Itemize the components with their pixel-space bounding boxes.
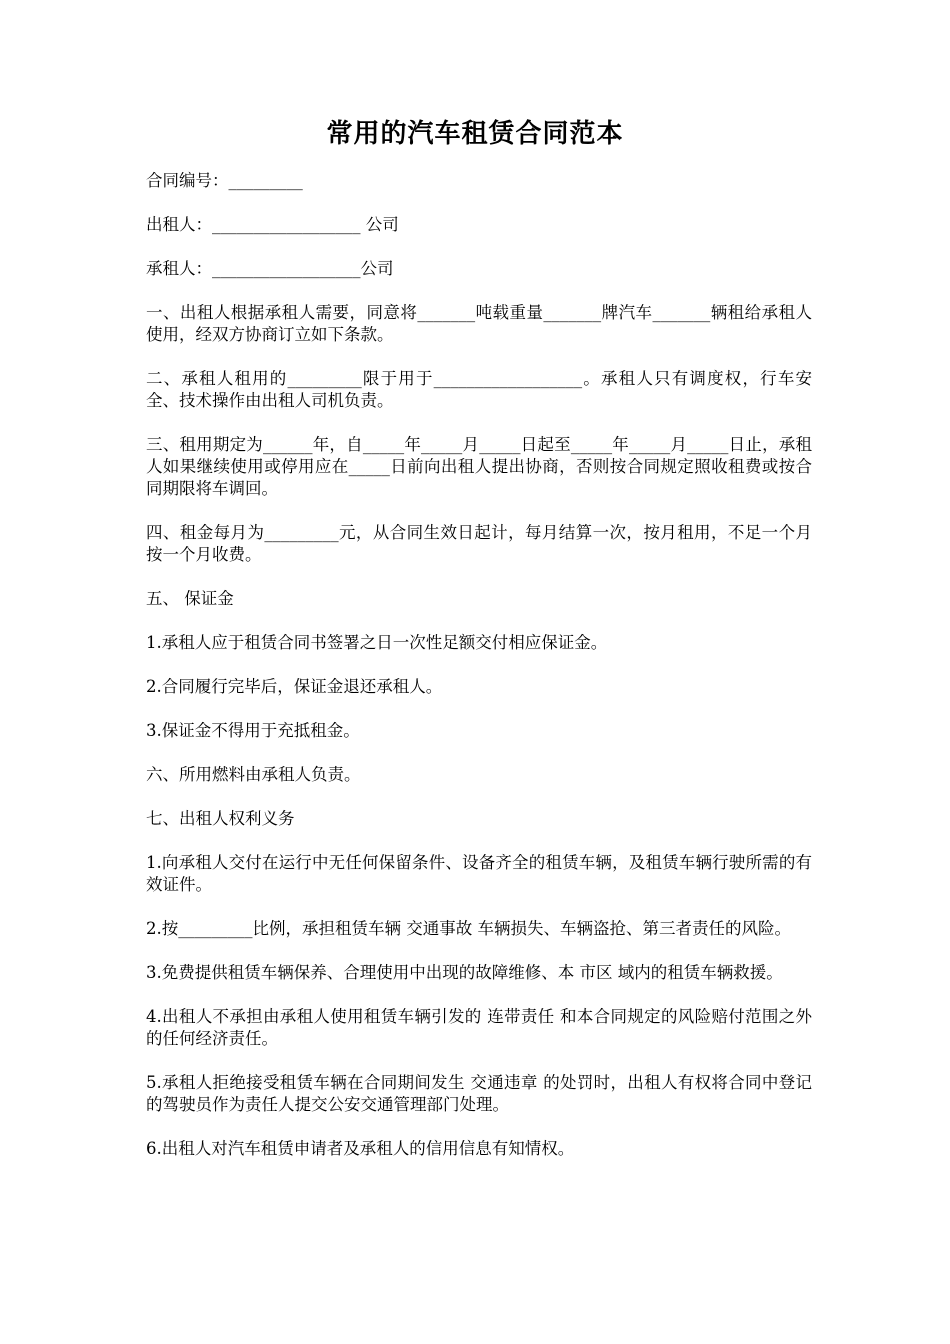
clause-5-item-3: 3.保证金不得用于充抵租金。 (146, 721, 360, 740)
clause-3: 三、租用期定为______年，自_____年_____月_____日起至_____年_____月_____日止，承租人如果继续使用或停用应在_____日前向出租人提出协商，否则按合同规定照收租费或按合同期限将车调回。 (146, 435, 813, 498)
clause-5-heading: 五、 保证金 (146, 589, 234, 608)
clause-7-item-5: 5.承租人拒绝接受租赁车辆在合同期间发生 交通违章 的处罚时，出租人有权将合同中登记的驾驶员作为责任人提交公安交通管理部门处理。 (146, 1073, 812, 1114)
document-title: 常用的汽车租赁合同范本 (326, 119, 624, 149)
clause-7-item-2: 2.按_________比例，承担租赁车辆 交通事故 车辆损失、车辆盗抢、第三者责任的风险。 (146, 919, 791, 938)
clause-4: 四、租金每月为_________元，从合同生效日起计，每月结算一次，按月租用，不足一个月按一个月收费。 (146, 523, 812, 564)
clause-7-item-4: 4.出租人不承担由承租人使用租赁车辆引发的 连带责任 和本合同规定的风险赔付范围之外的任何经济责任。 (146, 1007, 812, 1048)
lessee-line: 承租人：__________________公司 (146, 259, 394, 278)
clause-2: 二、承租人租用的_________限于用于__________________。承租人只有调度权，行车安全、技术操作由出租人司机负责。 (146, 369, 812, 410)
contract-number: 合同编号：_________ (146, 171, 303, 190)
clause-7-item-1: 1.向承租人交付在运行中无任何保留条件、设备齐全的租赁车辆，及租赁车辆行驶所需的有效证件。 (146, 853, 812, 894)
document-body (146, 170, 812, 1182)
clause-6: 六、所用燃料由承租人负责。 (146, 765, 361, 784)
clause-1: 一、出租人根据承租人需要，同意将_______吨载重量_______牌汽车_______辆租给承租人使用，经双方协商订立如下条款。 (146, 303, 812, 344)
clause-7-item-6: 6.出租人对汽车租赁申请者及承租人的信用信息有知情权。 (146, 1139, 575, 1158)
clause-5-item-2: 2.合同履行完毕后，保证金退还承租人。 (146, 677, 443, 696)
lessor-line: 出租人：__________________ 公司 (146, 215, 399, 234)
clause-7-item-3: 3.免费提供租赁车辆保养、合理使用中出现的故障维修、本 市区 域内的租赁车辆救援。 (146, 963, 783, 982)
clause-5-item-1: 1.承租人应于租赁合同书签署之日一次性足额交付相应保证金。 (146, 633, 608, 652)
clause-7-heading: 七、出租人权利义务 (146, 809, 295, 828)
